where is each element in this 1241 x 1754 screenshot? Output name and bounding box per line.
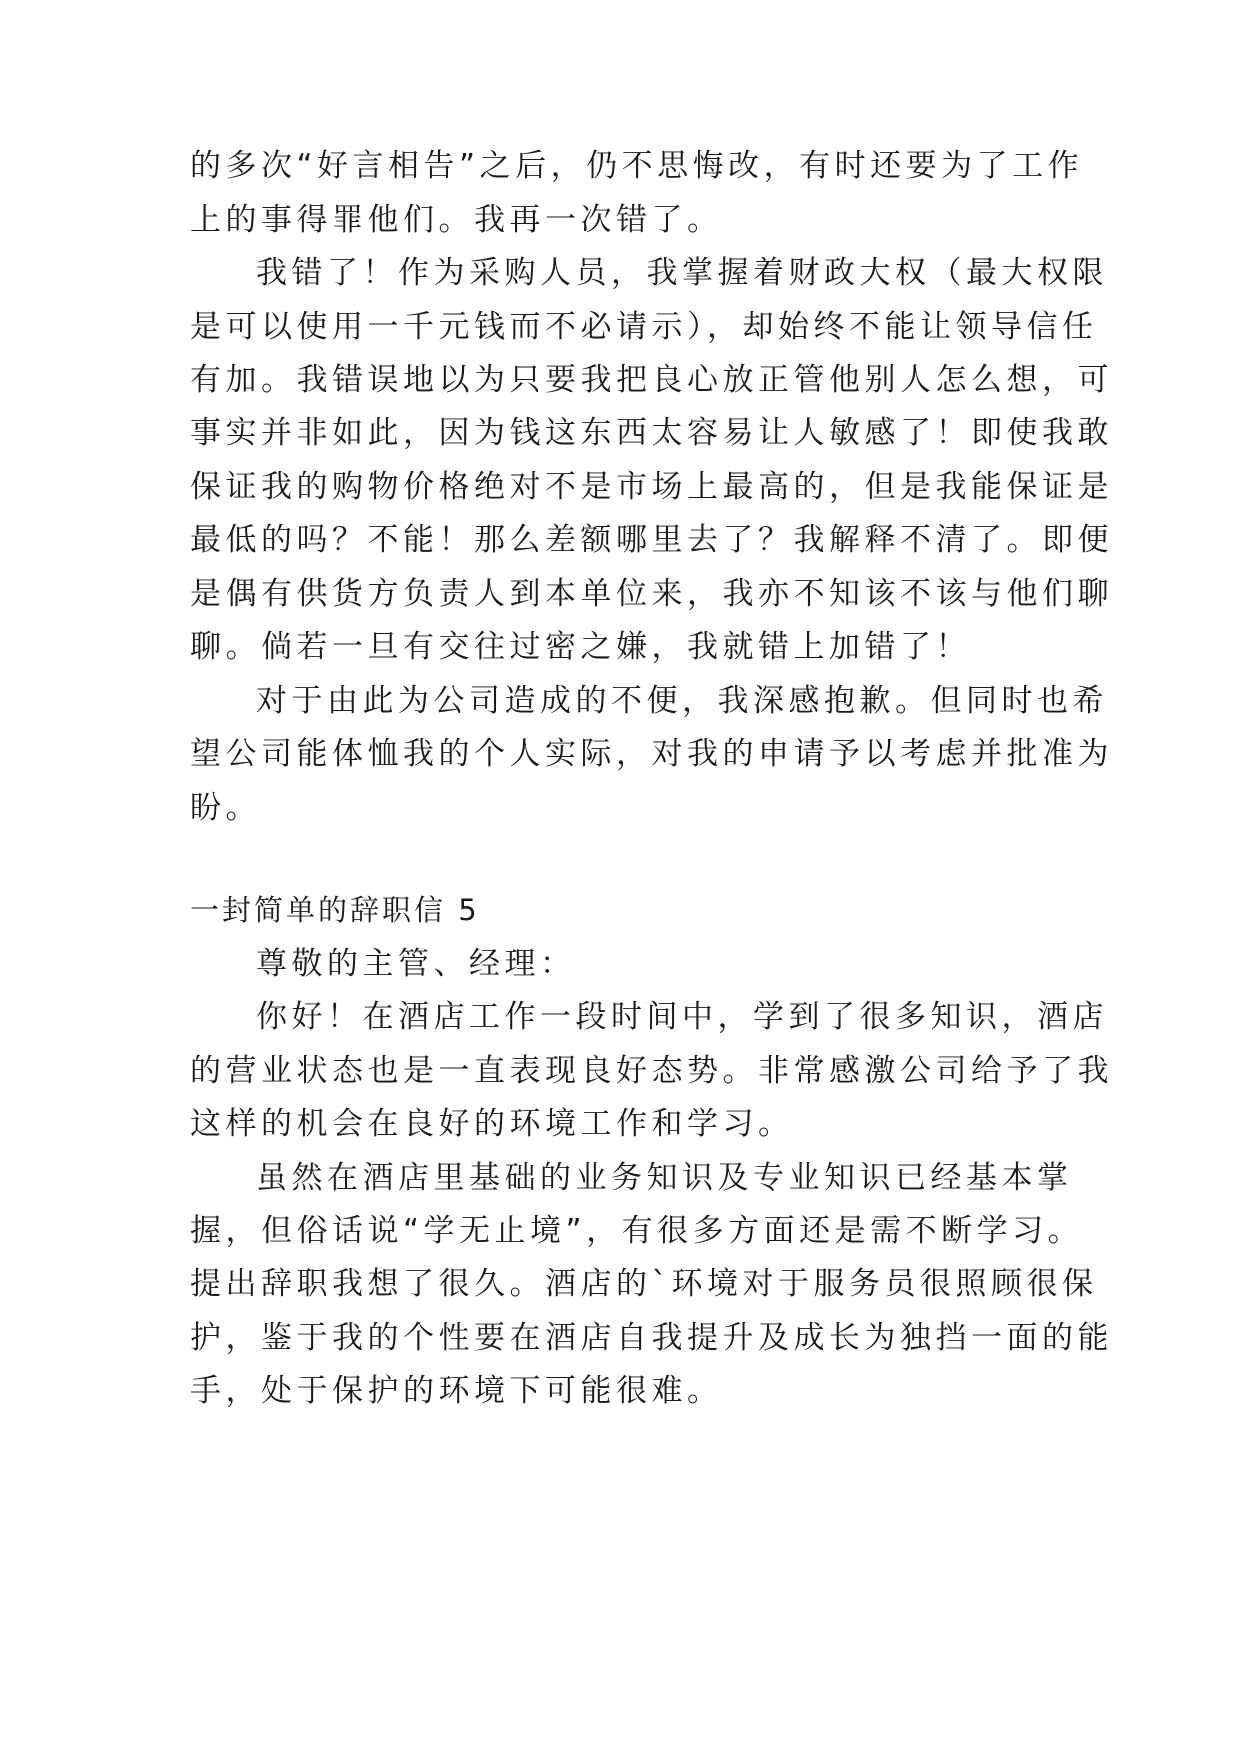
text-line: 的营业状态也是一直表现良好态势。非常感激公司给予了我	[190, 1053, 1113, 1089]
text-line: 提出辞职我想了很久。酒店的`环境对于服务员很照顾很保	[190, 1266, 1098, 1302]
text-line: 护，鉴于我的个性要在酒店自我提升及成长为独挡一面的能	[190, 1320, 1113, 1356]
text-line: 事实并非如此，因为钱这东西太容易让人敏感了！即使我敢	[190, 415, 1113, 451]
text-line: 有加。我错误地以为只要我把良心放正管他别人怎么想，可	[190, 362, 1113, 398]
text-line: 是可以使用一千元钱而不必请示），却始终不能让领导信任	[190, 309, 1098, 345]
text-line: 虽然在酒店里基础的业务知识及专业知识已经基本掌	[256, 1160, 1073, 1196]
salutation: 尊敬的主管、经理：	[256, 946, 576, 982]
text-line: 对于由此为公司造成的不便，我深感抱歉。但同时也希	[256, 683, 1108, 719]
text-line: 我错了！作为采购人员，我掌握着财政大权（最大权限	[256, 255, 1108, 291]
section-heading: 一封简单的辞职信 5	[190, 893, 480, 927]
text-line: 的多次“好言相告”之后，仍不思悔改，有时还要为了工作	[190, 148, 1084, 184]
text-line: 是偶有供货方负责人到本单位来，我亦不知该不该与他们聊	[190, 576, 1113, 612]
text-line: 手，处于保护的环境下可能很难。	[190, 1373, 723, 1409]
text-line: 上的事得罪他们。我再一次错了。	[190, 202, 723, 238]
text-line: 盼。	[190, 790, 261, 826]
text-line: 这样的机会在良好的环境工作和学习。	[190, 1106, 794, 1142]
text-line: 保证我的购物价格绝对不是市场上最高的，但是我能保证是	[190, 469, 1113, 505]
text-line: 望公司能体恤我的个人实际，对我的申请予以考虑并批准为	[190, 736, 1113, 772]
text-line: 握，但俗话说“学无止境”，有很多方面还是需不断学习。	[190, 1213, 1084, 1249]
text-line: 最低的吗？不能！那么差额哪里去了？我解释不清了。即便	[190, 522, 1113, 558]
text-line: 你好！在酒店工作一段时间中，学到了很多知识，酒店	[256, 999, 1108, 1035]
text-line: 聊。倘若一旦有交往过密之嫌，我就错上加错了！	[190, 629, 971, 665]
